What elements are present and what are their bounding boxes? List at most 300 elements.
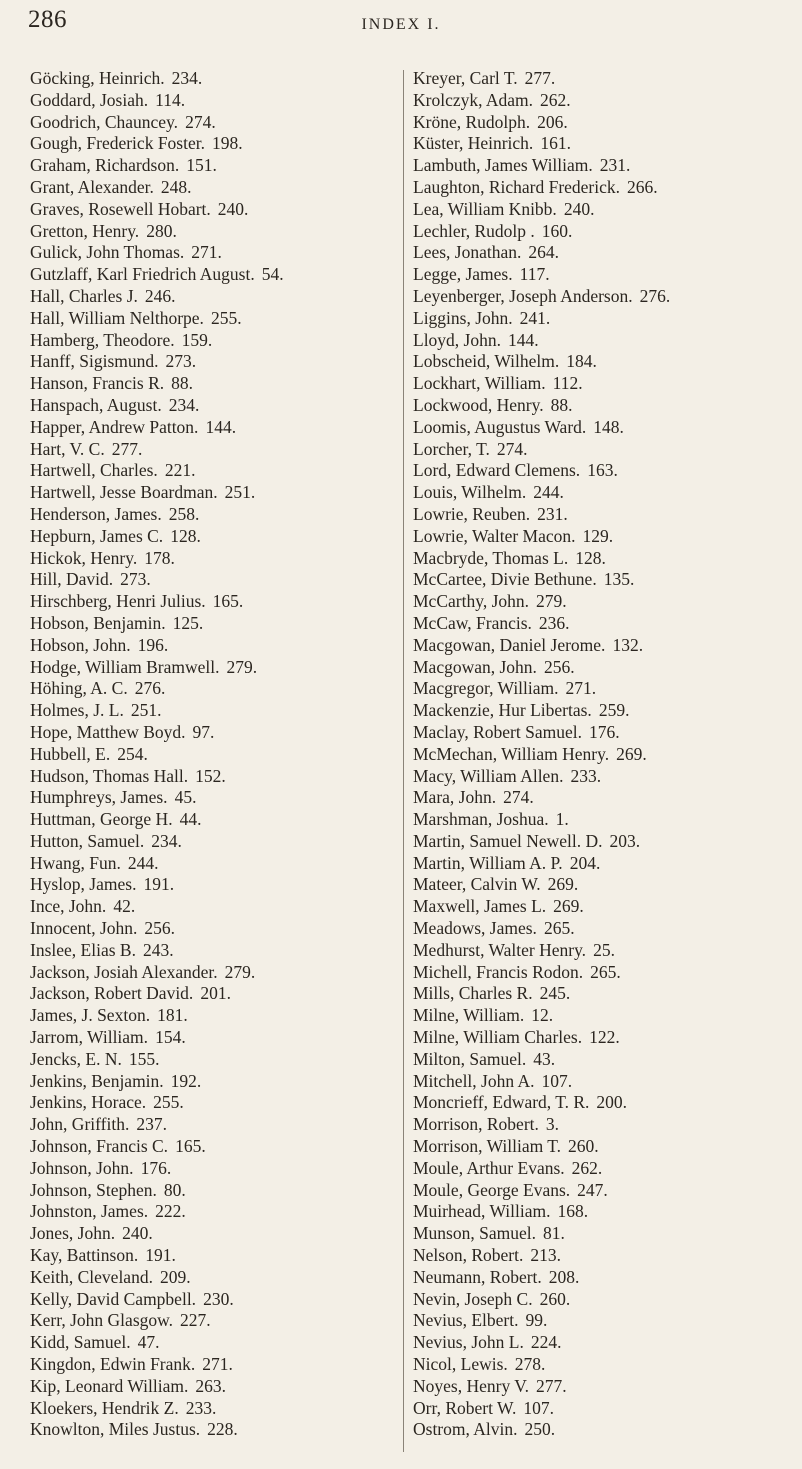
entry-page: 263. (195, 1375, 227, 1396)
index-entry (30, 744, 398, 766)
entry-name: Lea, William Knibb. (413, 198, 557, 219)
index-entry (30, 613, 398, 635)
index-entry (30, 1158, 398, 1180)
index-entry (30, 417, 398, 439)
entry-page: 279. (536, 591, 567, 612)
entry-page: 271. (565, 678, 597, 699)
entry-page: 244. (127, 852, 159, 873)
index-entry (30, 112, 398, 134)
entry-name: Lechler, Rudolp . (413, 220, 535, 241)
entry-name: Keith, Cleveland. (30, 1266, 153, 1287)
entry-page: 265. (590, 961, 621, 982)
entry-name: Mackenzie, Hur Libertas. (413, 700, 592, 721)
entry-name: Macgowan, John. (413, 656, 537, 677)
entry-name: Louis, Wilhelm. (413, 482, 527, 503)
entry-page: 151. (186, 155, 217, 176)
entry-name: Medhurst, Walter Henry. (413, 939, 587, 960)
index-entry (413, 286, 795, 308)
entry-page: 132. (612, 634, 644, 655)
index-entry (413, 1049, 795, 1071)
entry-name: Lockhart, William. (413, 373, 546, 394)
entry-page: 155. (128, 1048, 160, 1069)
entry-page: 192. (170, 1070, 202, 1091)
entry-page: 255. (210, 307, 242, 328)
index-entry (413, 809, 795, 831)
index-entry (413, 787, 795, 809)
index-entry (30, 460, 398, 482)
index-entry (30, 831, 398, 853)
entry-page: 122. (589, 1027, 620, 1048)
index-entry (413, 417, 795, 439)
index-entry (413, 657, 795, 679)
entry-page: 260. (539, 1288, 571, 1309)
index-entry (413, 962, 795, 984)
entry-name: James, J. Sexton. (30, 1005, 151, 1026)
index-entry (30, 199, 398, 221)
index-entry (413, 1136, 795, 1158)
entry-page: 271. (191, 242, 222, 263)
entry-page: 97. (192, 721, 215, 742)
entry-page: 201. (200, 983, 231, 1004)
index-entry (413, 1114, 795, 1136)
entry-name: Humphreys, James. (30, 787, 168, 808)
index-entry (413, 199, 795, 221)
entry-name: Goodrich, Chauncey. (30, 111, 179, 132)
entry-name: Knowlton, Miles Justus. (30, 1419, 201, 1440)
index-entry (413, 177, 795, 199)
index-entry (413, 1419, 795, 1441)
index-entry (30, 68, 398, 90)
running-head: INDEX I. (361, 16, 441, 33)
entry-page: 228. (207, 1419, 238, 1440)
entry-name: John, Griffith. (30, 1114, 130, 1135)
entry-name: Loomis, Augustus Ward. (413, 416, 587, 437)
entry-name: Kreyer, Carl T. (413, 68, 518, 88)
entry-name: Höhing, A. C. (30, 678, 128, 699)
index-entry (30, 351, 398, 373)
index-entry (30, 504, 398, 526)
entry-name: Martin, William A. P. (413, 852, 563, 873)
index-entry (30, 264, 398, 286)
entry-name: McCaw, Francis. (413, 612, 532, 633)
entry-name: Johnson, Francis C. (30, 1136, 169, 1157)
index-entry (30, 395, 398, 417)
index-entry (30, 591, 398, 613)
entry-page: 168. (557, 1201, 589, 1222)
index-entry (413, 221, 795, 243)
entry-page: 236. (538, 612, 570, 633)
index-entry (413, 1027, 795, 1049)
entry-page: 224. (530, 1332, 562, 1353)
right-column (413, 68, 795, 1441)
entry-page: 278. (514, 1354, 546, 1375)
index-entry (413, 613, 795, 635)
entry-name: Hirschberg, Henri Julius. (30, 591, 206, 612)
index-entry (413, 264, 795, 286)
entry-page: 1. (555, 809, 569, 830)
entry-page: 125. (172, 612, 204, 633)
entry-page: 274. (496, 438, 528, 459)
entry-name: Kidd, Samuel. (30, 1332, 131, 1353)
entry-page: 178. (144, 547, 175, 568)
entry-name: Hamberg, Theodore. (30, 329, 175, 350)
entry-name: Hanff, Sigismund. (30, 351, 159, 372)
entry-page: 208. (548, 1266, 580, 1287)
index-entry (413, 68, 795, 90)
index-entry (413, 90, 795, 112)
entry-page: 198. (211, 133, 243, 154)
index-entry (30, 678, 398, 700)
entry-name: Noyes, Henry V. (413, 1375, 530, 1396)
entry-page: 266. (627, 176, 658, 197)
entry-page: 152. (195, 765, 226, 786)
entry-page: 277. (524, 68, 556, 88)
entry-page: 47. (137, 1332, 160, 1353)
entry-name: Lord, Edward Clemens. (413, 460, 581, 481)
entry-page: 148. (593, 416, 624, 437)
entry-name: Nicol, Lewis. (413, 1354, 508, 1375)
entry-name: Hartwell, Jesse Boardman. (30, 482, 218, 503)
entry-page: 44. (179, 809, 202, 830)
entry-page: 243. (142, 939, 174, 960)
index-entry (413, 1354, 795, 1376)
index-entry (30, 1027, 398, 1049)
index-entry (413, 1180, 795, 1202)
index-entry (30, 569, 398, 591)
entry-name: Milne, William. (413, 1005, 525, 1026)
entry-page: 81. (543, 1223, 565, 1244)
entry-page: 280. (146, 220, 177, 241)
entry-name: Hope, Matthew Boyd. (30, 721, 186, 742)
index-entry (413, 439, 795, 461)
index-entry (30, 373, 398, 395)
index-entry (413, 460, 795, 482)
index-entry (30, 155, 398, 177)
index-entry (30, 787, 398, 809)
entry-name: Hickok, Henry. (30, 547, 138, 568)
index-entry (413, 330, 795, 352)
index-entry (30, 766, 398, 788)
entry-name: Jenkins, Benjamin. (30, 1070, 164, 1091)
index-entry (30, 1180, 398, 1202)
index-entry (413, 504, 795, 526)
index-entry (413, 373, 795, 395)
entry-name: Gretton, Henry. (30, 220, 140, 241)
entry-name: Küster, Heinrich. (413, 133, 534, 154)
index-entry (413, 526, 795, 548)
entry-name: Michell, Francis Rodon. (413, 961, 584, 982)
index-entry (30, 874, 398, 896)
index-entry (413, 635, 795, 657)
index-entry (30, 330, 398, 352)
entry-page: 203. (609, 830, 641, 851)
entry-name: Jarrom, William. (30, 1027, 149, 1048)
index-entry (30, 1005, 398, 1027)
index-entry (30, 940, 398, 962)
index-entry (30, 983, 398, 1005)
entry-name: Nevius, John L. (413, 1332, 524, 1353)
entry-page: 42. (113, 896, 136, 917)
entry-page: 231. (599, 155, 631, 176)
entry-page: 233. (185, 1397, 217, 1418)
entry-name: Orr, Robert W. (413, 1397, 517, 1418)
index-entry (30, 1201, 398, 1223)
entry-page: 240. (122, 1223, 153, 1244)
entry-name: Hudson, Thomas Hall. (30, 765, 189, 786)
index-entry (413, 591, 795, 613)
entry-name: Hwang, Fun. (30, 852, 121, 873)
entry-name: Göcking, Heinrich. (30, 68, 165, 88)
entry-page: 144. (508, 329, 539, 350)
entry-page: 144. (205, 416, 237, 437)
entry-name: Johnson, John. (30, 1157, 134, 1178)
index-entry (413, 766, 795, 788)
entry-name: Jackson, Josiah Alexander. (30, 961, 218, 982)
entry-name: Morrison, Robert. (413, 1114, 539, 1135)
entry-name: Kelly, David Campbell. (30, 1288, 197, 1309)
entry-name: Martin, Samuel Newell. D. (413, 830, 603, 851)
entry-name: Gough, Frederick Foster. (30, 133, 205, 154)
entry-page: 234. (151, 830, 182, 851)
entry-page: 273. (165, 351, 197, 372)
entry-page: 161. (540, 133, 571, 154)
entry-name: Lorcher, T. (413, 438, 490, 459)
entry-page: 129. (582, 525, 614, 546)
entry-page: 88. (550, 394, 573, 415)
entry-page: 256. (144, 918, 176, 939)
entry-name: McCartee, Divie Bethune. (413, 569, 597, 590)
entry-name: Muirhead, William. (413, 1201, 551, 1222)
entry-page: 264. (528, 242, 559, 263)
entry-page: 221. (164, 460, 196, 481)
entry-page: 277. (536, 1375, 567, 1396)
index-entry (413, 395, 795, 417)
entry-page: 251. (130, 700, 162, 721)
entry-name: Hanspach, August. (30, 394, 162, 415)
entry-name: Hobson, John. (30, 634, 131, 655)
entry-name: Milne, William Charles. (413, 1027, 583, 1048)
entry-name: Graves, Rosewell Hobart. (30, 198, 211, 219)
index-entry (30, 657, 398, 679)
index-entry (413, 482, 795, 504)
entry-name: Macgowan, Daniel Jerome. (413, 634, 606, 655)
entry-name: McCarthy, John. (413, 591, 530, 612)
entry-name: Lowrie, Walter Macon. (413, 525, 576, 546)
index-entry (413, 678, 795, 700)
entry-name: McMechan, William Henry. (413, 743, 610, 764)
entry-page: 259. (598, 700, 630, 721)
entry-name: Milton, Samuel. (413, 1048, 527, 1069)
left-column (30, 68, 398, 1441)
entry-page: 200. (596, 1092, 628, 1113)
index-entry (413, 940, 795, 962)
entry-page: 258. (168, 503, 200, 524)
index-entry (413, 1005, 795, 1027)
index-entry (413, 744, 795, 766)
entry-page: 276. (639, 285, 671, 306)
entry-name: Hutton, Samuel. (30, 830, 145, 851)
index-entry (30, 918, 398, 940)
entry-page: 231. (537, 503, 568, 524)
entry-name: Mateer, Calvin W. (413, 874, 541, 895)
entry-page: 265. (543, 918, 575, 939)
index-entry (30, 853, 398, 875)
index-entry (413, 853, 795, 875)
column-divider (403, 70, 404, 1452)
entry-page: 233. (570, 765, 602, 786)
entry-page: 256. (543, 656, 575, 677)
index-entry (30, 1049, 398, 1071)
entry-name: Gulick, John Thomas. (30, 242, 185, 263)
entry-name: Lowrie, Reuben. (413, 503, 531, 524)
index-entry (413, 874, 795, 896)
entry-name: Meadows, James. (413, 918, 537, 939)
entry-name: Kay, Battinson. (30, 1245, 139, 1266)
entry-name: Lambuth, James William. (413, 155, 593, 176)
index-entry (30, 1092, 398, 1114)
entry-name: Hepburn, James C. (30, 525, 164, 546)
entry-name: Hubbell, E. (30, 743, 111, 764)
entry-name: Nelson, Robert. (413, 1245, 524, 1266)
entry-name: Johnston, James. (30, 1201, 149, 1222)
entry-page: 209. (159, 1266, 191, 1287)
entry-page: 163. (587, 460, 618, 481)
entry-page: 222. (155, 1201, 186, 1222)
entry-name: Hyslop, James. (30, 874, 137, 895)
entry-name: Kip, Leonard William. (30, 1375, 189, 1396)
entry-name: Lobscheid, Wilhelm. (413, 351, 560, 372)
index-entry (413, 242, 795, 264)
index-entry (413, 133, 795, 155)
index-entry (30, 1071, 398, 1093)
index-entry (413, 831, 795, 853)
entry-name: Johnson, Stephen. (30, 1179, 157, 1200)
entry-name: Grant, Alexander. (30, 176, 154, 197)
entry-name: Mara, John. (413, 787, 497, 808)
index-entry (30, 722, 398, 744)
index-entry (30, 177, 398, 199)
entry-page: 277. (111, 438, 143, 459)
entry-page: 269. (553, 896, 584, 917)
index-entry (413, 918, 795, 940)
entry-name: Hall, Charles J. (30, 285, 138, 306)
entry-page: 237. (136, 1114, 167, 1135)
entry-page: 234. (168, 394, 200, 415)
entry-name: Neumann, Robert. (413, 1266, 542, 1287)
index-entry (30, 700, 398, 722)
entry-page: 251. (224, 482, 256, 503)
entry-page: 196. (137, 634, 169, 655)
entry-page: 107. (541, 1070, 573, 1091)
entry-name: Maclay, Robert Samuel. (413, 721, 582, 742)
index-entry (30, 526, 398, 548)
entry-page: 107. (523, 1397, 554, 1418)
index-entry (413, 1398, 795, 1420)
entry-name: Holmes, J. L. (30, 700, 124, 721)
entry-name: Ostrom, Alvin. (413, 1419, 518, 1440)
entry-name: Graham, Richardson. (30, 155, 180, 176)
entry-page: 274. (503, 787, 534, 808)
entry-page: 260. (568, 1136, 599, 1157)
entry-name: Kloekers, Hendrik Z. (30, 1397, 179, 1418)
entry-page: 135. (603, 569, 635, 590)
entry-page: 159. (181, 329, 213, 350)
entry-page: 269. (616, 743, 647, 764)
index-entry (30, 1223, 398, 1245)
entry-page: 279. (226, 656, 258, 677)
index-entry (30, 90, 398, 112)
entry-page: 99. (525, 1310, 548, 1331)
index-entry (413, 1376, 795, 1398)
entry-page: 246. (144, 285, 176, 306)
entry-page: 273. (120, 569, 151, 590)
index-entry (413, 1245, 795, 1267)
entry-page: 255. (153, 1092, 184, 1113)
index-entry (413, 1223, 795, 1245)
entry-page: 191. (143, 874, 175, 895)
entry-name: Jackson, Robert David. (30, 983, 194, 1004)
index-entry (413, 155, 795, 177)
entry-name: Huttman, George H. (30, 809, 173, 830)
entry-name: Munson, Samuel. (413, 1223, 536, 1244)
index-entry (413, 1332, 795, 1354)
index-entry (413, 1201, 795, 1223)
index-entry (30, 133, 398, 155)
index-entry (30, 482, 398, 504)
entry-page: 54. (261, 264, 284, 285)
entry-name: Legge, James. (413, 264, 513, 285)
entry-name: Kröne, Rudolph. (413, 111, 531, 132)
index-entry (30, 1332, 398, 1354)
entry-page: 154. (155, 1027, 186, 1048)
entry-name: Happer, Andrew Patton. (30, 416, 199, 437)
entry-page: 244. (533, 482, 564, 503)
entry-page: 45. (174, 787, 197, 808)
index-entry (413, 1289, 795, 1311)
entry-name: Morrison, William T. (413, 1136, 562, 1157)
entry-name: Henderson, James. (30, 503, 162, 524)
entry-name: Hanson, Francis R. (30, 373, 165, 394)
entry-name: Nevius, Elbert. (413, 1310, 519, 1331)
index-entry (413, 1267, 795, 1289)
entry-page: 181. (157, 1005, 188, 1026)
index-entry (30, 1419, 398, 1441)
entry-page: 128. (575, 547, 606, 568)
entry-page: 114. (155, 89, 186, 110)
entry-name: Hill, David. (30, 569, 114, 590)
entry-page: 245. (539, 983, 571, 1004)
entry-name: Ince, John. (30, 896, 107, 917)
entry-name: Hartwell, Charles. (30, 460, 158, 481)
index-entry (413, 112, 795, 134)
entry-name: Liggins, John. (413, 307, 513, 328)
entry-page: 112. (552, 373, 583, 394)
index-entry (30, 635, 398, 657)
entry-name: Mitchell, John A. (413, 1070, 535, 1091)
entry-page: 128. (170, 525, 201, 546)
index-entry (30, 286, 398, 308)
index-entry (30, 439, 398, 461)
index-entry (413, 1158, 795, 1180)
index-entry (413, 896, 795, 918)
index-entry (30, 1398, 398, 1420)
entry-page: 3. (545, 1114, 560, 1135)
index-entry (30, 221, 398, 243)
entry-page: 176. (140, 1157, 172, 1178)
entry-page: 213. (530, 1245, 561, 1266)
entry-name: Inslee, Elias B. (30, 939, 136, 960)
index-entry (30, 1114, 398, 1136)
